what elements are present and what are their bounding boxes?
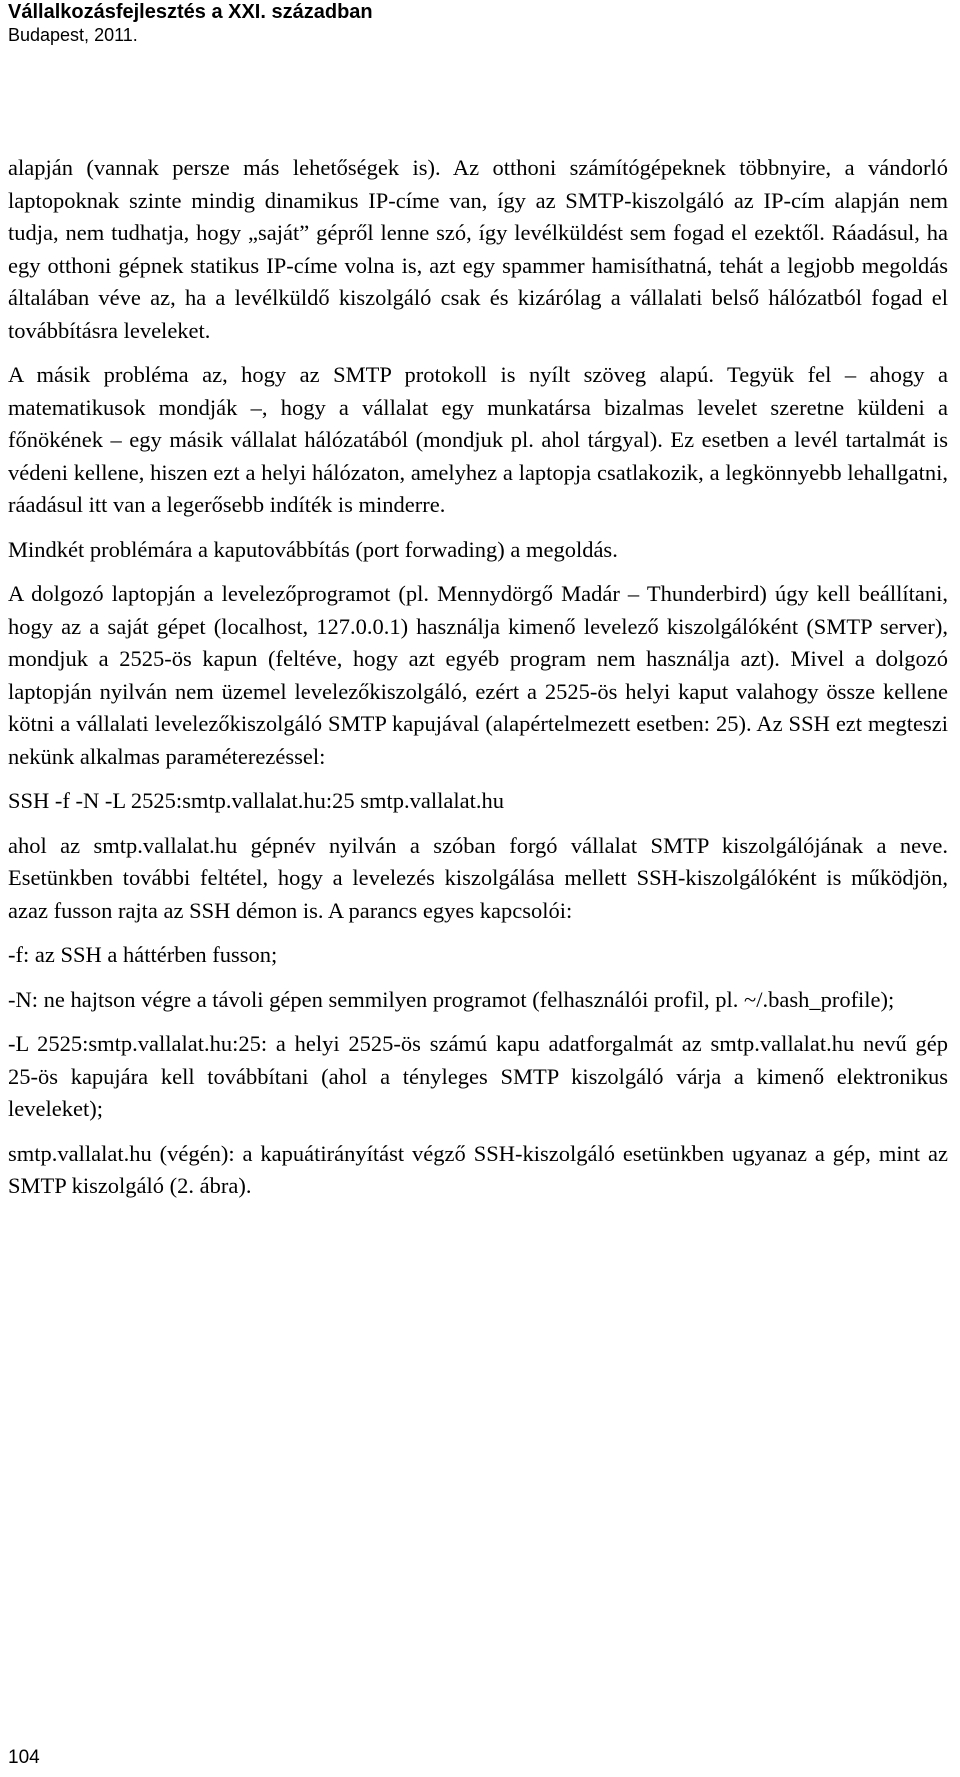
option-host: smtp.vallalat.hu (végén): a kapuátirányítást végző SSH-kiszolgáló esetünkben ugyanaz a gép, mint az SMTP kiszolgáló (2. ábra). bbox=[8, 1140, 948, 1198]
page-number: 104 bbox=[8, 1747, 40, 1768]
option-f: -f: az SSH a háttérben fusson; bbox=[8, 942, 278, 967]
paragraph-solution: Mindkét problémára a kaputovábbítás (port forwading) a megoldás. bbox=[8, 536, 618, 562]
paragraph-hostname-note: ahol az smtp.vallalat.hu gépnév nyilván a szóban forgó vállalat SMTP kiszolgálójának a neve. Esetünkben további feltétel, hogy a levelezés kiszolgálása mellett SSH-kiszolgálóként is működjön, azaz fusson rajta az SSH démon is. A parancs egyes kapcsolói: bbox=[8, 832, 948, 923]
option-n: -N: ne hajtson végre a távoli gépen semmilyen programot (felhasználói profil, pl. ~/.bash_profile); bbox=[8, 986, 895, 1012]
paragraph-spam-filter: alapján (vannak persze más lehetőségek is). Az otthoni számítógépeknek többnyire, a vándorló laptopoknak szinte mindig dinamikus IP-címe van, így az SMTP-kiszolgáló az IP-cím alapján nem tudja, nem tudhatja, hogy „saját” gépről lenne szó, így levélküldést sem fogad el ezektől. Ráadásul, ha egy otthoni gépnek statikus IP-címe volna is, azt egy spammer hamisíthatná, tehát a legjobb megoldás általában véve az, ha a levélküldő kiszolgáló csak és kizárólag a vállalati belső hálózatból fogad el továbbításra leveleket. bbox=[8, 155, 948, 343]
body-text bbox=[8, 152, 948, 1203]
paragraph-mail-client-setup: A dolgozó laptopján a levelezőprogramot (pl. Mennydörgő Madár – Thunderbird) úgy kell beállítani, hogy az a saját gépet (localhost, 127.0.0.1) használja kimenő levelező kiszolgálóként (SMTP server), mondjuk a 2525-ös kapun (feltéve, hogy azt egyéb program nem használja azt). Mivel a dolgozó laptopján nyilván nem üzemel levelezőkiszolgáló, ezért a 2525-ös helyi kaput valahogy össze kellene kötni a vállalati levelezőkiszolgáló SMTP kapujával (alapértelmezett esetben: 25). Az SSH ezt megteszi nekünk alkalmas paraméterezéssel: bbox=[8, 581, 948, 769]
option-l: -L 2525:smtp.vallalat.hu:25: a helyi 2525-ös számú kapu adatforgalmát az smtp.vallalat.hu nevű gép 25-ös kapujára kell továbbítani (ahol a tényleges SMTP kiszolgáló várja a kimenő elektronikus leveleket); bbox=[8, 1031, 948, 1121]
header-title: Vállalkozásfejlesztés a XXI. században bbox=[8, 1, 373, 23]
header-subtitle: Budapest, 2011. bbox=[8, 25, 138, 45]
ssh-command: SSH -f -N -L 2525:smtp.vallalat.hu:25 smtp.vallalat.hu bbox=[8, 788, 504, 813]
running-header bbox=[8, 0, 373, 46]
paragraph-plaintext-problem: A másik probléma az, hogy az SMTP protokoll is nyílt szöveg alapú. Tegyük fel – ahogy a matematikusok mondják –, hogy a vállalat egy munkatársa bizalmas levelet szeretne küldeni a főnökének – egy másik vállalat hálózatából (mondjuk pl. ahol tárgyal). Ez esetben a levél tartalmát is védeni kellene, hiszen ezt a helyi hálózaton, amelyhez a laptopja csatlakozik, a legkönnyebb lehallgatni, ráadásul itt van a legerősebb indíték is minderre. bbox=[8, 362, 948, 517]
